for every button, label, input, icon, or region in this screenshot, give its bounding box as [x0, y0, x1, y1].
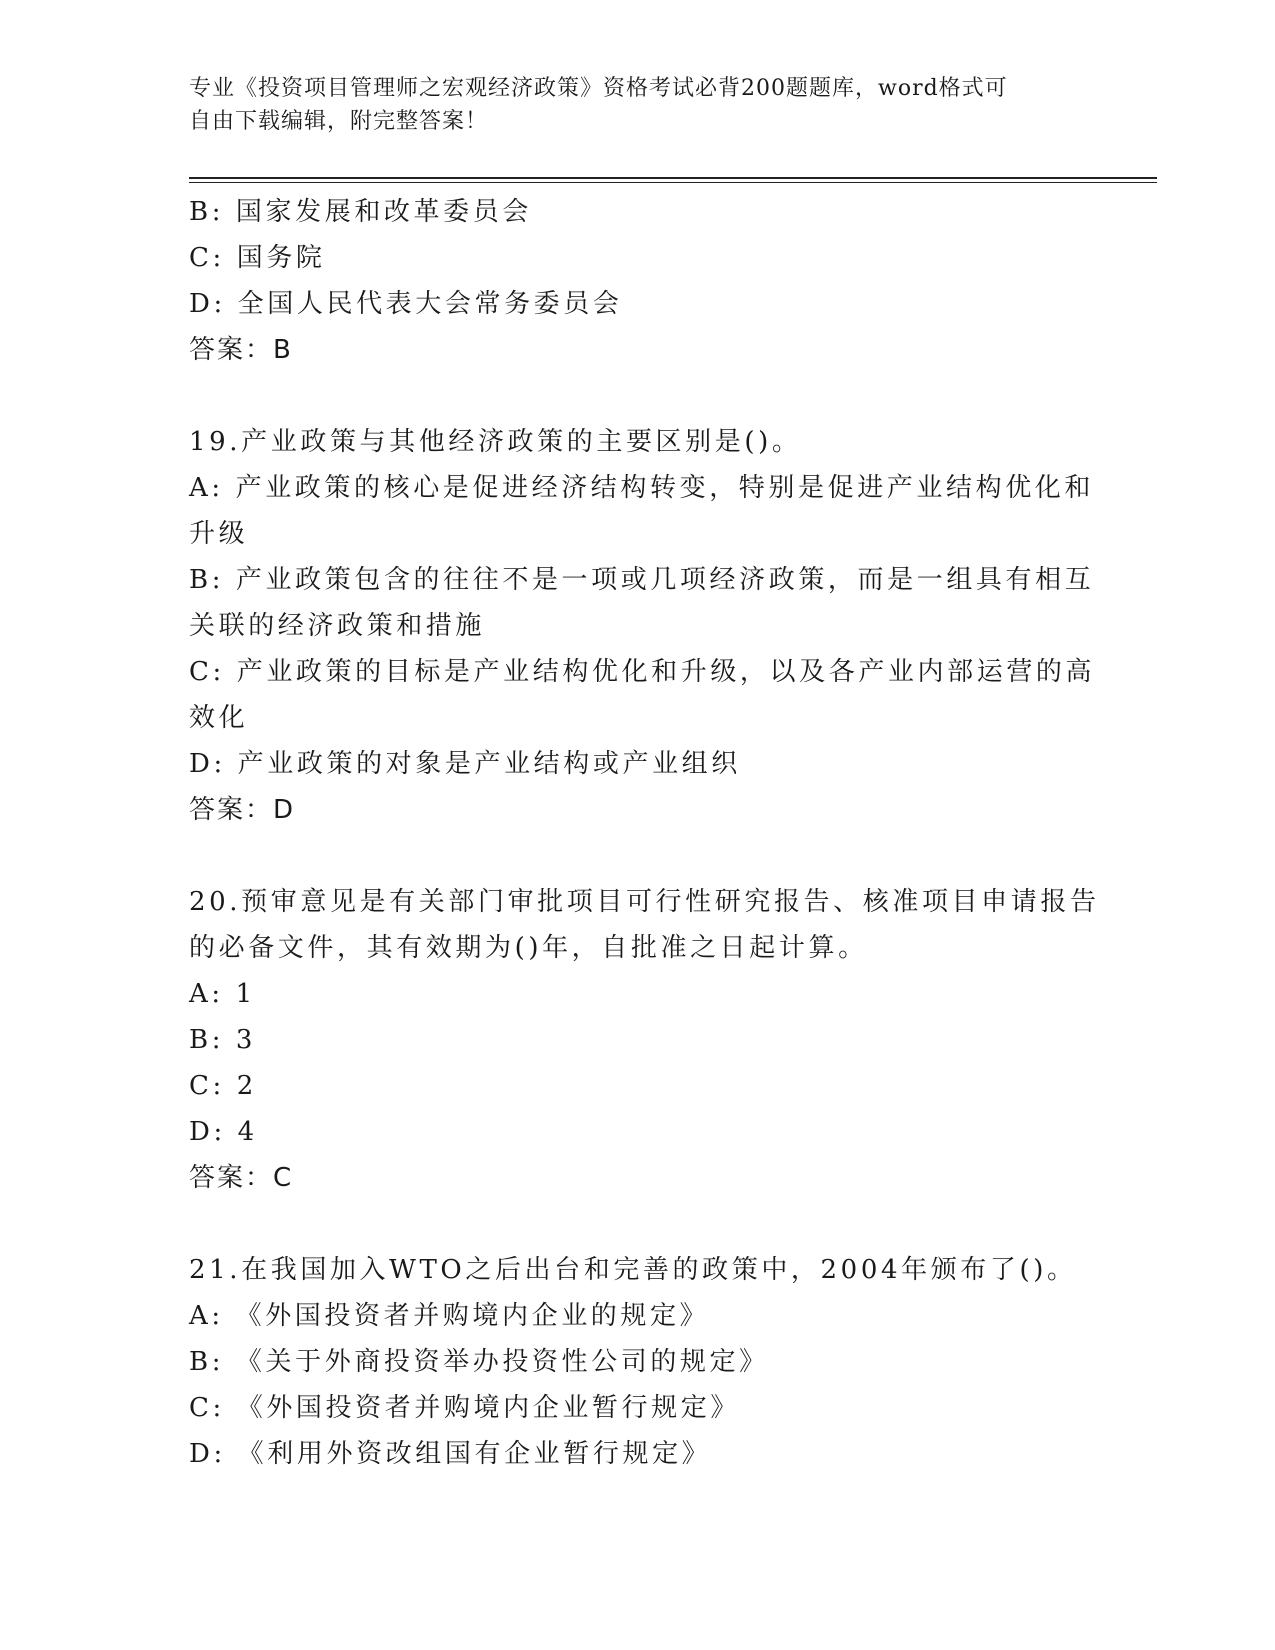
option-b: B: 3 [189, 1025, 257, 1055]
option-c-continued: 效化 [189, 703, 249, 733]
question-block-18 [189, 189, 1089, 373]
spacer [189, 373, 1089, 419]
answer-line: 答案：B [189, 335, 293, 365]
answer-line: 答案：C [189, 1163, 294, 1193]
option-b: B: 产业政策包含的往往不是一项或几项经济政策，而是一组具有相互 [189, 565, 1095, 595]
option-c: C: 国务院 [189, 243, 326, 273]
option-d: D: 4 [189, 1117, 258, 1147]
header-divider-thick [189, 177, 1157, 179]
option-d: D: 产业政策的对象是产业结构或产业组织 [189, 749, 741, 779]
option-d: D: 全国人民代表大会常务委员会 [189, 289, 623, 319]
question-text: 20.预审意见是有关部门审批项目可行性研究报告、核准项目申请报告 [189, 887, 1100, 917]
question-block-20 [189, 879, 1100, 1201]
question-block-19 [189, 419, 1096, 833]
question-list [189, 189, 1100, 1477]
question-block-21 [189, 1247, 1089, 1477]
answer-line: 答案：D [189, 795, 296, 825]
spacer [189, 1201, 1089, 1247]
header-title-line2: 自由下载编辑，附完整答案！ [189, 109, 489, 134]
option-b-continued: 关联的经济政策和措施 [189, 611, 486, 641]
page-header [189, 72, 1079, 138]
question-text-continued: 的必备文件，其有效期为()年，自批准之日起计算。 [189, 933, 868, 963]
option-d: D: 《利用外资改组国有企业暂行规定》 [189, 1439, 712, 1469]
option-a-continued: 升级 [189, 519, 249, 549]
option-b: B: 国家发展和改革委员会 [189, 197, 532, 227]
option-a: A: 1 [189, 979, 256, 1009]
header-divider-thin [189, 182, 1157, 183]
option-c: C: 产业政策的目标是产业结构优化和升级，以及各产业内部运营的高 [189, 657, 1096, 687]
option-c: C: 2 [189, 1071, 257, 1101]
header-title-line1: 专业《投资项目管理师之宏观经济政策》资格考试必背200题题库，word格式可 [189, 76, 1008, 101]
question-text: 21.在我国加入WTO之后出台和完善的政策中，2004年颁布了()。 [189, 1255, 1077, 1285]
option-b: B: 《关于外商投资举办投资性公司的规定》 [189, 1347, 769, 1377]
option-a: A: 《外国投资者并购境内企业的规定》 [189, 1301, 710, 1331]
spacer [189, 833, 1089, 879]
option-a: A: 产业政策的核心是促进经济结构转变，特别是促进产业结构优化和 [189, 473, 1095, 503]
question-text: 19.产业政策与其他经济政策的主要区别是()。 [189, 427, 802, 457]
option-c: C: 《外国投资者并购境内企业暂行规定》 [189, 1393, 740, 1423]
